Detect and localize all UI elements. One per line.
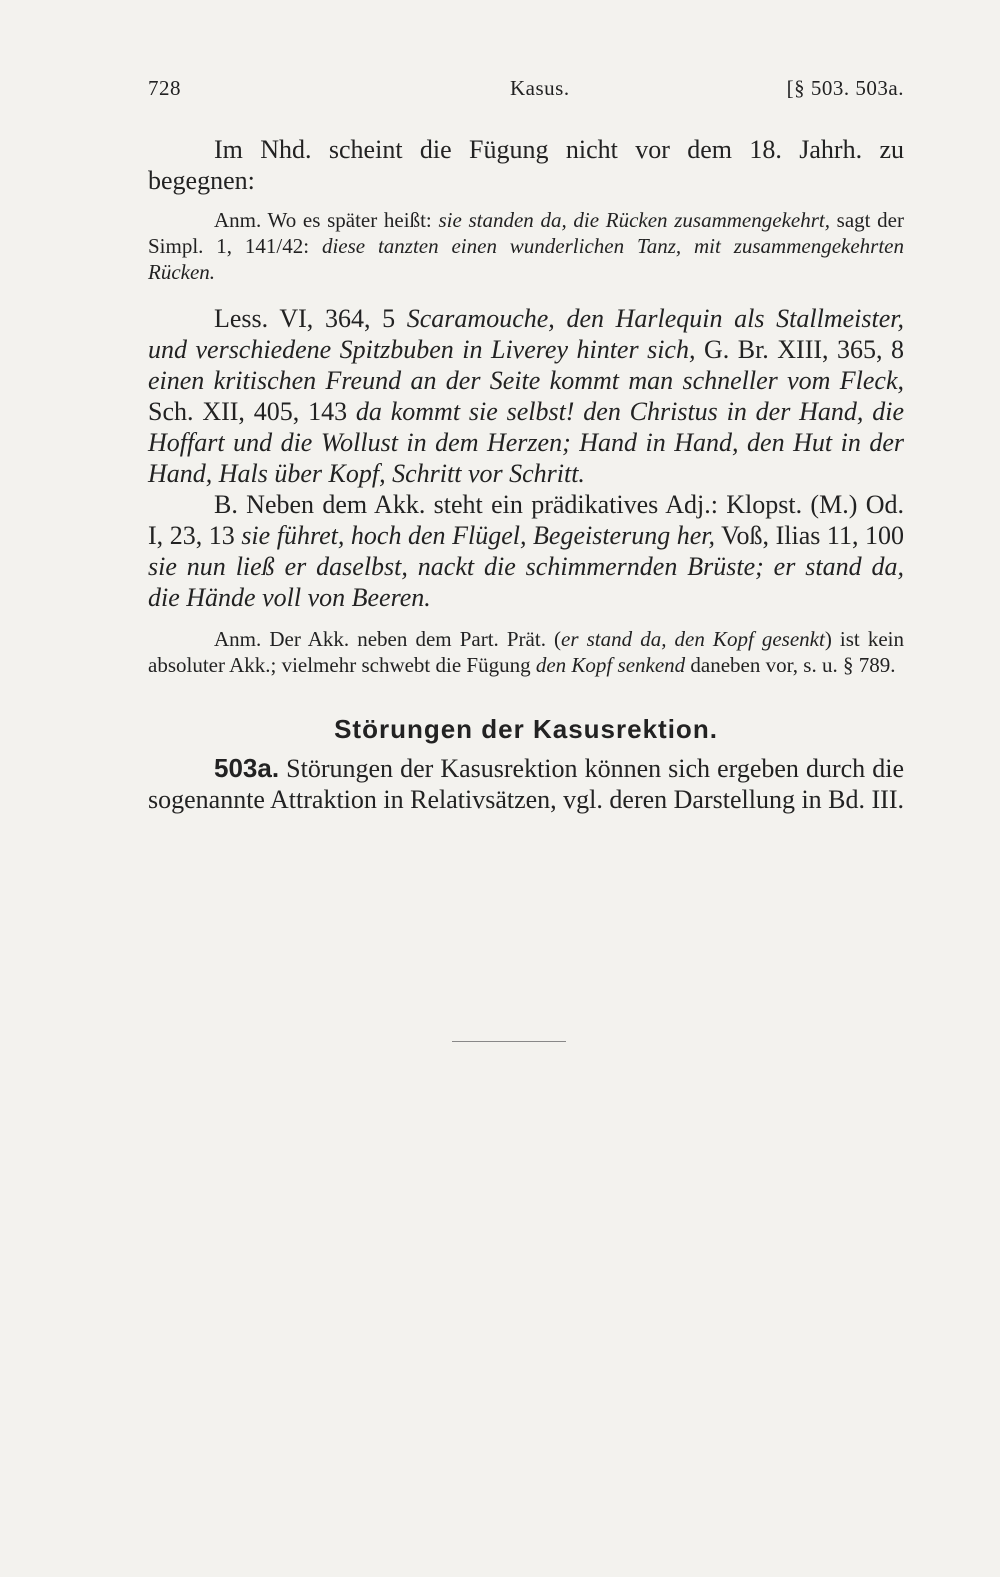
section-503a-text: Störungen der Kasusrektion können sich ergeben durch die sogenannte Attraktion in Relativsätzen, vgl. deren Darstellung in Bd. III. <box>148 754 904 814</box>
section-503a-paragraph <box>148 753 904 815</box>
end-rule <box>452 1041 566 1042</box>
paragraph-b-quote-1: sie führet, hoch den Flügel, Begeisterung her, <box>241 521 716 550</box>
annotation-2-text-1: Anm. Der Akk. neben dem Part. Prät. ( <box>214 627 562 651</box>
running-head <box>148 70 904 110</box>
examples-source-3: Sch. XII, 405, 143 <box>148 397 356 426</box>
examples-quote-4: Hand in Hand, den Hut in der Hand, Hals über Kopf, Schritt vor Schritt. <box>148 428 904 488</box>
section-reference: [§ 503. 503a. <box>786 76 904 100</box>
examples-quote-3: da kommt sie selbst! den Christus in der Hand, die Hoffart und die Wollust in dem Herzen; <box>148 397 905 457</box>
paragraph-b-quote-2: sie nun ließ er daselbst, nackt die schimmernden Brüste; <box>148 552 764 581</box>
annotation-1-text-2: sagt der Simpl. 1, 141/42: <box>148 208 904 258</box>
examples-quote-2: einen kritischen Freund an der Seite kommt man schneller vom Fleck, <box>148 366 904 395</box>
annotation-1 <box>148 207 904 285</box>
paragraph-b-quote-3: er stand da, die Hände voll von Beeren. <box>148 552 904 612</box>
annotation-2-text-2: ) ist kein absoluter Akk.; vielmehr schwebt die Fügung <box>148 627 905 677</box>
annotation-2 <box>148 626 904 678</box>
paragraph-b <box>148 489 904 613</box>
annotation-1-text-1: Anm. Wo es später heißt: <box>214 208 439 232</box>
annotation-1-quote-2: diese tanzten einen wunderlichen Tanz, mit zusammengekehrten Rücken. <box>148 234 904 284</box>
annotation-2-quote-1: er stand da, den Kopf gesenkt <box>561 627 825 651</box>
intro-paragraph: Im Nhd. scheint die Fügung nicht vor dem 18. Jahrh. zu begegnen: <box>148 135 904 195</box>
annotation-2-text-3: daneben vor, s. u. § 789. <box>685 653 896 677</box>
section-heading: Störungen der Kasusrektion. <box>334 714 718 744</box>
section-number: 503a. <box>214 753 280 783</box>
examples-source-2: G. Br. XIII, 365, 8 <box>695 335 905 364</box>
running-title: Kasus. <box>510 76 570 100</box>
paragraph-b-text-2: Voß, Ilias 11, 100 <box>715 521 904 550</box>
annotation-2-quote-2: den Kopf senkend <box>535 653 686 677</box>
page <box>148 70 904 815</box>
examples-quote-1: Scaramouche, den Harlequin als Stallmeister, und verschiedene Spitzbuben in Liverey hinter sich, <box>148 304 905 364</box>
examples-paragraph <box>148 303 904 489</box>
paragraph-b-text-1: B. Neben dem Akk. steht ein prädikatives Adj.: Klopst. (M.) Od. I, 23, 13 <box>148 490 904 550</box>
annotation-1-quote-1: sie standen da, die Rücken zusammengekehrt, <box>438 208 830 232</box>
examples-source-1: Less. VI, 364, 5 <box>214 304 407 333</box>
page-number: 728 <box>148 76 181 100</box>
